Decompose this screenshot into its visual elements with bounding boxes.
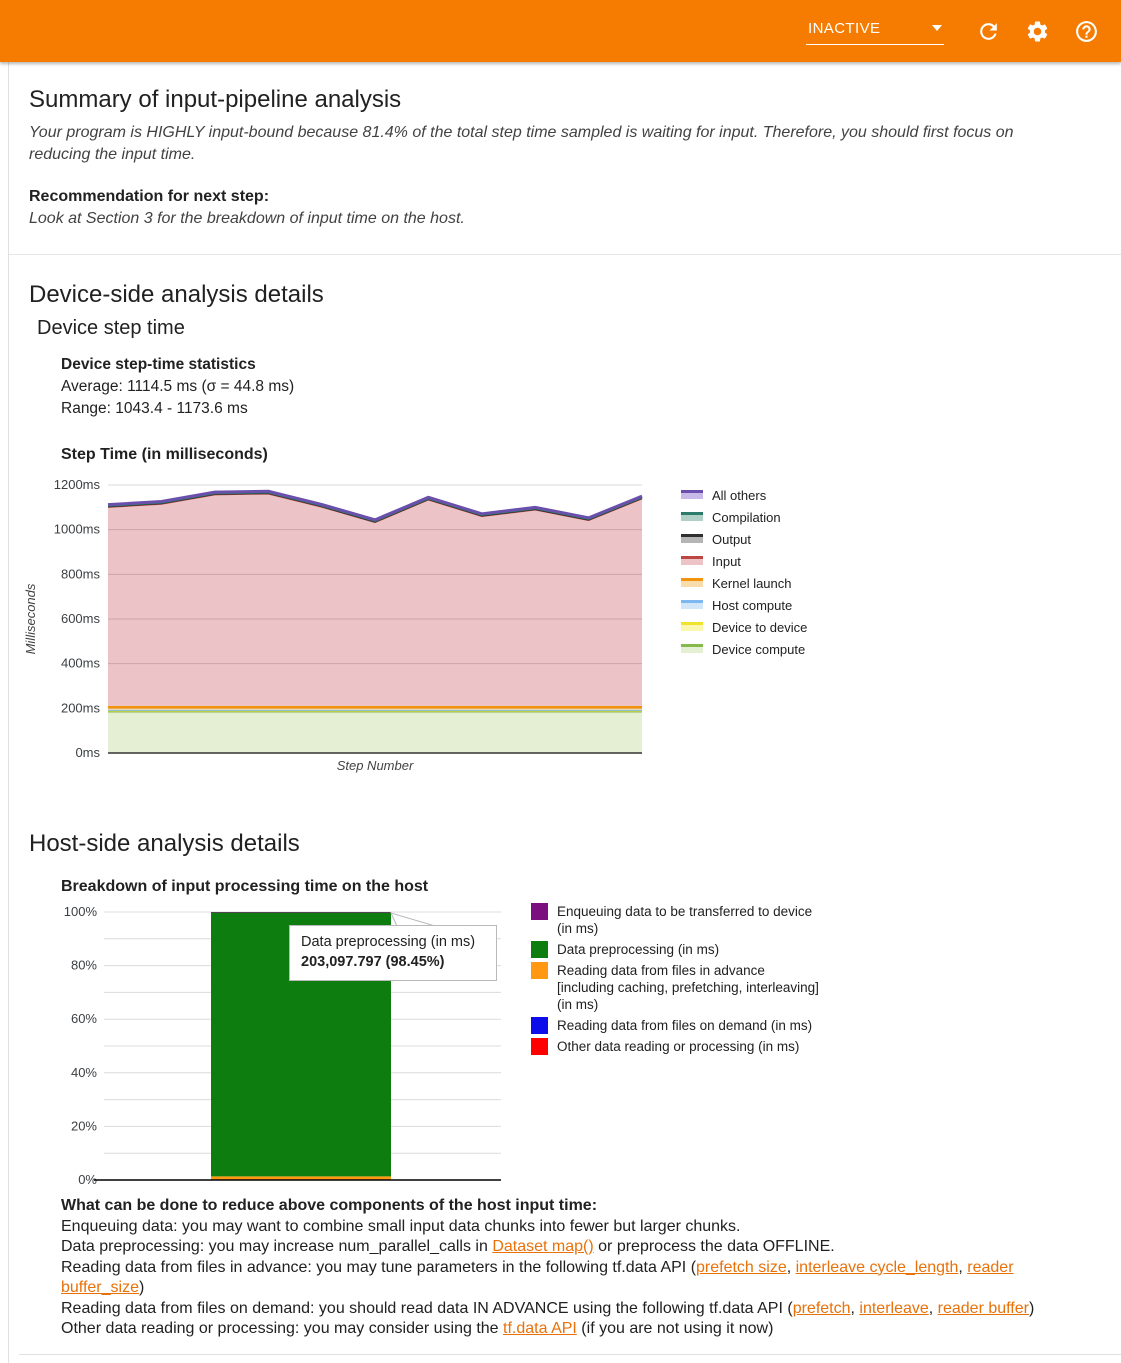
- legend-label: Data preprocessing (in ms): [557, 942, 720, 957]
- legend-marker: [681, 490, 703, 499]
- legend-item: [531, 941, 825, 958]
- legend-label: All others: [712, 488, 767, 503]
- doc-link[interactable]: reader buffer: [937, 1299, 1029, 1317]
- legend-marker: [681, 644, 703, 653]
- svg-text:400ms: 400ms: [60, 655, 100, 671]
- legend-item: [681, 620, 807, 635]
- svg-text:1200ms: 1200ms: [53, 477, 100, 492]
- device-chart-title: Step Time (in milliseconds): [61, 446, 268, 463]
- doc-link[interactable]: prefetch size: [696, 1258, 787, 1276]
- advice-text: or preprocess the data OFFLINE.: [593, 1238, 835, 1255]
- svg-text:0ms: 0ms: [75, 745, 100, 760]
- legend-label: Other data reading or processing (in ms): [557, 1039, 800, 1054]
- chart-tooltip: [289, 925, 497, 981]
- legend-marker: [681, 512, 703, 521]
- section-divider: [9, 254, 1121, 255]
- legend-label: Reading data from files in advance [including caching, prefetching, interleaving] (in ms): [557, 963, 819, 1012]
- svg-text:20%: 20%: [70, 1118, 97, 1134]
- svg-text:600ms: 600ms: [60, 611, 100, 626]
- tooltip-value: 203,097.797 (98.45%): [301, 954, 445, 970]
- summary-title: Summary of input-pipeline analysis: [29, 86, 402, 113]
- legend-item: [681, 642, 807, 657]
- stats-title: Device step-time statistics: [61, 356, 256, 373]
- doc-link[interactable]: reader buffer_size: [61, 1258, 1014, 1296]
- svg-text:Step Number: Step Number: [336, 758, 414, 773]
- advice-text: ,: [786, 1258, 796, 1276]
- device-step-time-chart: [21, 472, 1097, 774]
- summary-statement: Your program is HIGHLY input-bound because 81.4% of the total step time sampled is waiting for input. Therefore, you should first focus on reducing the input time.: [29, 124, 1014, 163]
- legend-item: [681, 554, 807, 569]
- legend-item: [681, 532, 807, 547]
- device-step-time-stats: [61, 354, 1097, 420]
- legend-marker: [531, 941, 548, 958]
- host-breakdown-chart: [59, 904, 1097, 1188]
- stats-range: Range: 1043.4 - 1173.6 ms: [61, 400, 248, 417]
- svg-text:1000ms: 1000ms: [53, 521, 100, 537]
- help-button[interactable]: [1069, 14, 1104, 49]
- advice-text: ,: [850, 1299, 860, 1317]
- app-bar: [0, 0, 1121, 62]
- doc-link[interactable]: interleave: [859, 1299, 929, 1317]
- device-step-time-subtitle: Device step time: [37, 317, 185, 339]
- advice-text: Reading data from files in advance: you may tune parameters in the following tf.data API (: [61, 1258, 697, 1276]
- legend-label: Enqueuing data to be transferred to device (in ms): [557, 904, 813, 936]
- legend-marker: [681, 622, 703, 631]
- legend-item: [681, 598, 807, 613]
- svg-text:0%: 0%: [78, 1172, 97, 1187]
- chevron-down-icon: [932, 25, 942, 31]
- device-side-title: Device-side analysis details: [29, 281, 324, 308]
- legend-label: Host compute: [712, 598, 793, 613]
- advice-line: [61, 1319, 1093, 1340]
- legend-item: [681, 510, 807, 525]
- main-content: [8, 62, 1121, 1363]
- host-side-title: Host-side analysis details: [29, 830, 300, 857]
- advice-text: Reading data from files on demand: you should read data IN ADVANCE using the following tf.data API (: [61, 1299, 793, 1317]
- legend-label: Device to device: [712, 620, 808, 635]
- host-chart-legend: [531, 903, 825, 1055]
- svg-text:80%: 80%: [70, 957, 97, 973]
- legend-item: [531, 962, 825, 1013]
- device-step-time-plot[interactable]: [21, 472, 669, 774]
- advice-line: [61, 1299, 1093, 1320]
- host-chart-title: Breakdown of input processing time on the host: [61, 878, 429, 895]
- tooltip-series-name: Data preprocessing (in ms): [301, 934, 476, 950]
- recommendation-text: Look at Section 3 for the breakdown of input time on the host.: [29, 210, 465, 227]
- advice-text: Other data reading or processing: you may consider using the: [61, 1320, 504, 1337]
- legend-label: Output: [712, 532, 752, 547]
- legend-item: [681, 488, 807, 503]
- svg-text:40%: 40%: [70, 1064, 97, 1080]
- legend-marker: [531, 1038, 548, 1055]
- svg-text:100%: 100%: [63, 904, 97, 919]
- legend-label: Device compute: [712, 642, 806, 657]
- legend-label: Compilation: [712, 510, 781, 525]
- advice-line: [61, 1217, 1093, 1238]
- advice-text: Data preprocessing: you may increase num_parallel_calls in: [61, 1238, 493, 1255]
- bottom-divider: [19, 1354, 1121, 1355]
- device-chart-legend: [681, 488, 807, 657]
- gear-icon: [1025, 19, 1050, 44]
- legend-item: [531, 903, 825, 937]
- svg-text:800ms: 800ms: [60, 566, 100, 582]
- legend-marker: [681, 556, 703, 565]
- advice-line: [61, 1258, 1093, 1299]
- legend-item: [531, 1038, 825, 1055]
- advice-line: [61, 1237, 1093, 1258]
- host-input-time-advice: [61, 1196, 1093, 1340]
- advice-heading: What can be done to reduce above components of the host input time:: [61, 1197, 598, 1214]
- doc-link[interactable]: prefetch: [792, 1299, 851, 1317]
- advice-text: ,: [958, 1258, 968, 1276]
- capture-status-dropdown[interactable]: [806, 18, 944, 45]
- legend-label: Kernel launch: [712, 576, 792, 591]
- help-icon: [1074, 19, 1099, 44]
- advice-text: ): [138, 1279, 145, 1296]
- legend-item: [681, 576, 807, 591]
- legend-marker: [681, 578, 703, 587]
- legend-marker: [531, 962, 548, 979]
- svg-text:Milliseconds: Milliseconds: [23, 583, 38, 655]
- svg-text:60%: 60%: [70, 1011, 97, 1027]
- legend-item: [531, 1017, 825, 1034]
- legend-marker: [531, 1017, 548, 1034]
- legend-marker: [531, 903, 548, 920]
- app-bar-controls: [806, 14, 1107, 49]
- legend-marker: [681, 534, 703, 543]
- doc-link[interactable]: Dataset map(): [492, 1238, 594, 1255]
- legend-label: Input: [712, 554, 741, 569]
- doc-link[interactable]: interleave cycle_length: [795, 1258, 959, 1276]
- doc-link[interactable]: tf.data API: [503, 1320, 577, 1337]
- refresh-button[interactable]: [971, 14, 1006, 49]
- advice-text: ): [1028, 1299, 1035, 1317]
- legend-label: Reading data from files on demand (in ms): [557, 1018, 813, 1033]
- advice-text: (if you are not using it now): [576, 1320, 774, 1337]
- capture-status-label: INACTIVE: [808, 19, 881, 37]
- stats-average: Average: 1114.5 ms (σ = 44.8 ms): [61, 378, 295, 395]
- recommendation-label: Recommendation for next step:: [29, 188, 270, 205]
- svg-text:200ms: 200ms: [60, 700, 100, 716]
- advice-text: Enqueuing data: you may want to combine small input data chunks into fewer but larger chunks.: [61, 1217, 741, 1235]
- legend-marker: [681, 600, 703, 609]
- refresh-icon: [976, 19, 1001, 44]
- advice-text: ,: [928, 1299, 938, 1317]
- settings-button[interactable]: [1020, 14, 1055, 49]
